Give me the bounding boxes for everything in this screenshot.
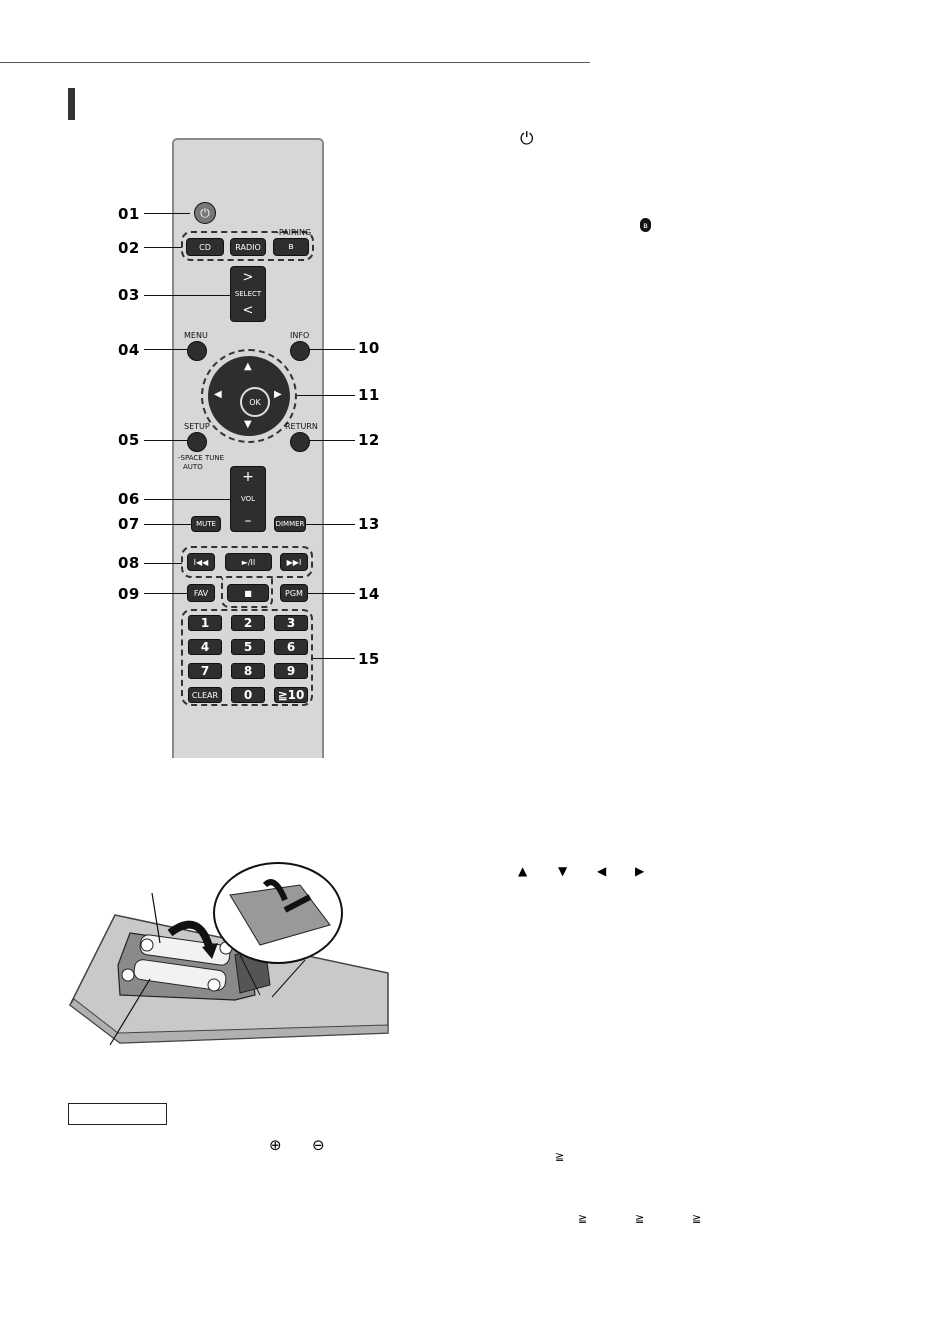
battery-minus-terminal-2 (208, 979, 220, 991)
power-button[interactable]: ⏻ (194, 202, 216, 224)
callout-line-07 (144, 524, 192, 525)
return-button[interactable] (290, 432, 310, 452)
bluetooth-button[interactable]: ʙ (273, 238, 309, 256)
radio-button[interactable]: RADIO (230, 238, 266, 256)
callout-line-01 (144, 213, 190, 214)
setup-button[interactable] (187, 432, 207, 452)
callout-line-04 (144, 349, 188, 350)
volume-down-icon: – (244, 513, 252, 529)
pairing-label: -PAIRING (276, 228, 312, 237)
callout-02: 02 (118, 239, 140, 257)
callout-07: 07 (118, 515, 140, 533)
previous-track-button[interactable]: I◀◀ (187, 553, 215, 571)
callout-line-02 (144, 247, 182, 248)
clear-button[interactable]: CLEAR (188, 687, 222, 703)
callout-01: 01 (118, 205, 140, 223)
key-0[interactable]: 0 (231, 687, 265, 703)
note-label-box (68, 1103, 167, 1125)
callout-line-10 (309, 349, 355, 350)
callout-line-11 (297, 395, 355, 396)
dimmer-button[interactable]: DIMMER (274, 516, 306, 532)
left-triangle-icon: ◀ (597, 864, 607, 878)
battery-insertion-illustration (60, 855, 390, 1055)
auto-label: AUTO (183, 463, 203, 471)
select-up-icon: > (242, 270, 254, 285)
next-track-button[interactable]: ▶▶I (280, 553, 308, 571)
power-symbol-icon: ⏻ (520, 129, 534, 149)
key-3[interactable]: 3 (274, 615, 308, 631)
key-4[interactable]: 4 (188, 639, 222, 655)
volume-up-icon: + (242, 469, 254, 485)
key-9[interactable]: 9 (274, 663, 308, 679)
ok-button[interactable]: OK (240, 387, 270, 417)
menu-button[interactable] (187, 341, 207, 361)
bluetooth-icon: ʙ (640, 218, 651, 232)
left-arrow-icon[interactable]: ◀ (214, 389, 222, 400)
ge-symbol-4: ≧ (692, 1212, 702, 1225)
callout-line-06 (144, 499, 230, 500)
key-10-plus[interactable]: ≧10 (274, 687, 308, 703)
callout-11: 11 (358, 386, 380, 404)
plus-circle-icon: ⊕ (269, 1136, 282, 1154)
mute-button[interactable]: MUTE (191, 516, 221, 532)
navigation-pad (201, 349, 297, 443)
up-triangle-icon: ▲ (518, 864, 528, 878)
space-tune-label: -SPACE TUNE (178, 454, 225, 462)
callout-10: 10 (358, 339, 380, 357)
key-6[interactable]: 6 (274, 639, 308, 655)
battery-plus-terminal-2 (122, 969, 134, 981)
play-pause-button[interactable]: ►/II (225, 553, 272, 571)
callout-14: 14 (358, 585, 380, 603)
top-rule (0, 62, 590, 63)
callout-12: 12 (358, 431, 380, 449)
callout-line-13 (305, 524, 355, 525)
callout-line-09 (144, 593, 188, 594)
down-arrow-icon[interactable]: ▼ (244, 419, 252, 430)
minus-circle-icon: ⊖ (312, 1136, 325, 1154)
setup-label: SETUP (184, 422, 210, 431)
callout-line-14 (307, 593, 355, 594)
callout-line-12 (309, 440, 355, 441)
down-triangle-icon: ▼ (558, 864, 568, 878)
dpad-ring[interactable] (208, 356, 290, 436)
callout-04: 04 (118, 341, 140, 359)
menu-label: MENU (184, 331, 208, 340)
up-arrow-icon[interactable]: ▲ (244, 361, 252, 372)
callout-line-03 (144, 295, 230, 296)
callout-13: 13 (358, 515, 380, 533)
info-button[interactable] (290, 341, 310, 361)
callout-06: 06 (118, 490, 140, 508)
ge-symbol-2: ≧ (578, 1212, 588, 1225)
key-1[interactable]: 1 (188, 615, 222, 631)
pgm-button[interactable]: PGM (280, 584, 308, 602)
callout-09: 09 (118, 585, 140, 603)
right-triangle-icon: ▶ (635, 864, 645, 878)
ge-symbol-3: ≧ (635, 1212, 645, 1225)
volume-rocker[interactable] (230, 466, 266, 532)
key-8[interactable]: 8 (231, 663, 265, 679)
callout-08: 08 (118, 554, 140, 572)
key-7[interactable]: 7 (188, 663, 222, 679)
key-5[interactable]: 5 (231, 639, 265, 655)
key-2[interactable]: 2 (231, 615, 265, 631)
select-label: SELECT (234, 290, 262, 298)
return-label: RETURN (285, 422, 318, 431)
fav-button[interactable]: FAV (187, 584, 215, 602)
callout-line-05 (144, 440, 188, 441)
select-down-icon: < (242, 303, 254, 318)
callout-line-08 (144, 563, 182, 564)
right-arrow-icon[interactable]: ▶ (274, 389, 282, 400)
section-marker (68, 88, 75, 120)
vol-label: VOL (240, 495, 256, 503)
info-label: INFO (290, 331, 310, 340)
callout-05: 05 (118, 431, 140, 449)
battery-minus-terminal (141, 939, 153, 951)
stop-button[interactable]: ■ (227, 584, 269, 602)
select-rocker[interactable] (230, 266, 266, 322)
callout-line-15 (313, 658, 355, 659)
callout-15: 15 (358, 650, 380, 668)
ge-symbol-1: ≧ (555, 1150, 565, 1163)
callout-03: 03 (118, 286, 140, 304)
cd-button[interactable]: CD (186, 238, 224, 256)
